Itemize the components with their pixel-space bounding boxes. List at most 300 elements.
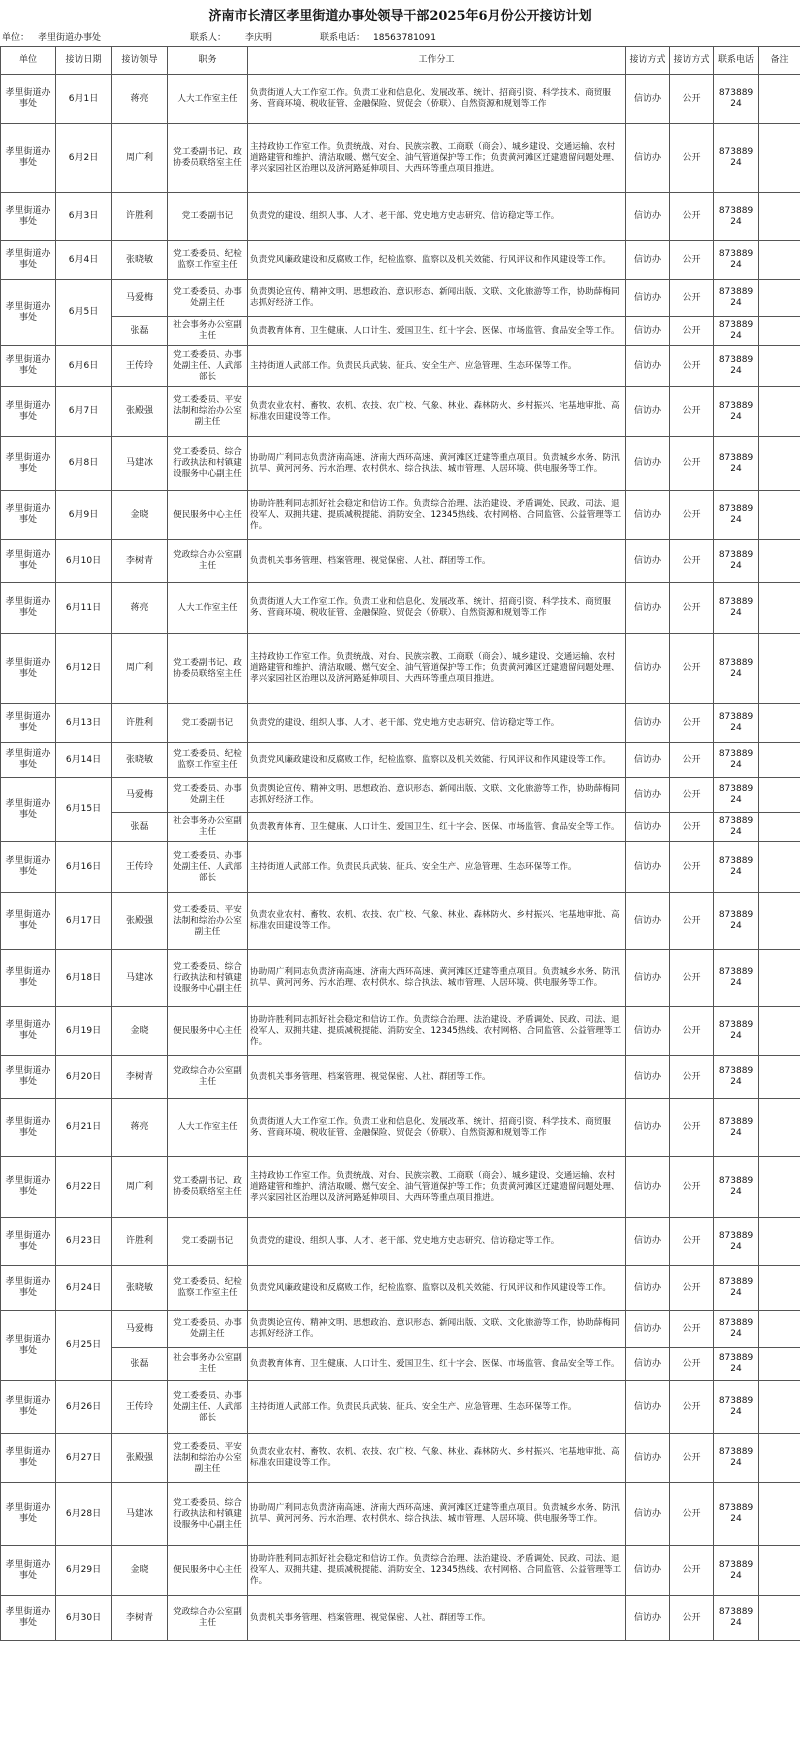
phone-cell: 87388924: [714, 491, 759, 540]
phone-cell: 87388924: [714, 75, 759, 124]
date-cell: 6月24日: [56, 1266, 112, 1311]
open-mode-cell: 公开: [670, 1483, 714, 1546]
leader-cell: 马建冰: [112, 1483, 168, 1546]
document-meta: [0, 30, 800, 46]
date-cell: 6月14日: [56, 743, 112, 778]
role-cell: 党政综合办公室副主任: [168, 1056, 248, 1099]
phone-cell: 87388924: [714, 813, 759, 842]
unit-cell: 孝里街道办事处: [1, 280, 56, 346]
unit-cell: 孝里街道办事处: [1, 1099, 56, 1157]
table-row: [1, 1311, 800, 1348]
phone-label: 联系电话：: [320, 33, 366, 43]
open-mode-cell: 公开: [670, 124, 714, 193]
visit-mode-cell: 信访办: [626, 540, 670, 583]
open-mode-cell: 公开: [670, 743, 714, 778]
note-cell: [759, 893, 800, 950]
open-mode-cell: 公开: [670, 193, 714, 241]
open-mode-cell: 公开: [670, 583, 714, 634]
phone-cell: 87388924: [714, 193, 759, 241]
duty-cell: 协助周广利同志负责济南高速、济南大西环高速、黄河滩区迁建等重点项目。负责城乡水务、防汛抗旱、黄河河务、污水治理、农村供水、综合执法、城市管理、人居环境、供电服务等工作。: [248, 1483, 626, 1546]
visit-mode-cell: 信访办: [626, 1311, 670, 1348]
leader-cell: 王传玲: [112, 1381, 168, 1434]
note-cell: [759, 950, 800, 1007]
note-cell: [759, 387, 800, 437]
unit-cell: 孝里街道办事处: [1, 743, 56, 778]
open-mode-cell: 公开: [670, 317, 714, 346]
phone-cell: 87388924: [714, 387, 759, 437]
visit-mode-cell: 信访办: [626, 704, 670, 743]
date-cell: 6月30日: [56, 1596, 112, 1641]
duty-cell: 负责街道人大工作室工作。负责工业和信息化、发展改革、统计、招商引资、科学技术、商贸服务、营商环境、税收征管、金融保险、贸促会（侨联）、自然资源和规划等工作: [248, 583, 626, 634]
table-row: [1, 813, 800, 842]
leader-cell: 周广利: [112, 124, 168, 193]
open-mode-cell: 公开: [670, 1546, 714, 1596]
duty-cell: 负责农业农村、畜牧、农机、农技、农广校、气象、林业、森林防火、乡村振兴、宅基地审批、高标准农田建设等工作。: [248, 387, 626, 437]
role-cell: 人大工作室主任: [168, 1099, 248, 1157]
open-mode-cell: 公开: [670, 1311, 714, 1348]
open-mode-cell: 公开: [670, 778, 714, 813]
schedule-table: [0, 46, 800, 1641]
date-cell: 6月28日: [56, 1483, 112, 1546]
unit-cell: 孝里街道办事处: [1, 1596, 56, 1641]
date-cell: 6月6日: [56, 346, 112, 387]
date-cell: 6月19日: [56, 1007, 112, 1056]
note-cell: [759, 1434, 800, 1483]
phone-cell: 87388924: [714, 1099, 759, 1157]
role-cell: 人大工作室主任: [168, 583, 248, 634]
table-row: [1, 1348, 800, 1381]
unit-cell: 孝里街道办事处: [1, 1483, 56, 1546]
visit-mode-cell: 信访办: [626, 1157, 670, 1218]
visit-mode-cell: 信访办: [626, 1348, 670, 1381]
role-cell: 党工委委员、纪检监察工作室主任: [168, 1266, 248, 1311]
role-cell: 便民服务中心主任: [168, 1007, 248, 1056]
table-row: [1, 124, 800, 193]
visit-mode-cell: 信访办: [626, 1596, 670, 1641]
role-cell: 党工委副书记: [168, 704, 248, 743]
note-cell: [759, 583, 800, 634]
phone-cell: 87388924: [714, 437, 759, 491]
header-open-mode: 接访方式: [670, 47, 714, 75]
unit-cell: 孝里街道办事处: [1, 950, 56, 1007]
table-row: [1, 193, 800, 241]
unit-cell: 孝里街道办事处: [1, 1434, 56, 1483]
date-cell: 6月25日: [56, 1311, 112, 1381]
unit-cell: 孝里街道办事处: [1, 778, 56, 842]
leader-cell: 周广利: [112, 1157, 168, 1218]
table-row: [1, 893, 800, 950]
leader-cell: 马建冰: [112, 950, 168, 1007]
note-cell: [759, 743, 800, 778]
phone-cell: 87388924: [714, 1311, 759, 1348]
note-cell: [759, 1099, 800, 1157]
leader-cell: 周广利: [112, 634, 168, 704]
open-mode-cell: 公开: [670, 1266, 714, 1311]
role-cell: 党工委委员、综合行政执法和村镇建设服务中心副主任: [168, 1483, 248, 1546]
visit-mode-cell: 信访办: [626, 893, 670, 950]
unit-cell: 孝里街道办事处: [1, 241, 56, 280]
duty-cell: 负责教育体育、卫生健康、人口计生、爱国卫生、红十字会、医保、市场监管、食品安全等工作。: [248, 1348, 626, 1381]
table-row: [1, 1099, 800, 1157]
note-cell: [759, 1483, 800, 1546]
open-mode-cell: 公开: [670, 1434, 714, 1483]
table-row: [1, 491, 800, 540]
table-row: [1, 1218, 800, 1266]
phone-cell: 87388924: [714, 842, 759, 893]
leader-cell: 张磊: [112, 317, 168, 346]
open-mode-cell: 公开: [670, 280, 714, 317]
role-cell: 党工委副书记、政协委员联络室主任: [168, 1157, 248, 1218]
unit-cell: 孝里街道办事处: [1, 1007, 56, 1056]
duty-cell: 负责党风廉政建设和反腐败工作，纪检监察、监察以及机关效能、行风评议和作风建设等工作。: [248, 743, 626, 778]
table-row: [1, 950, 800, 1007]
role-cell: 党工委委员、办事处副主任、人武部部长: [168, 346, 248, 387]
table-row: [1, 241, 800, 280]
note-cell: [759, 1007, 800, 1056]
leader-cell: 李树青: [112, 1596, 168, 1641]
unit-cell: 孝里街道办事处: [1, 491, 56, 540]
date-cell: 6月13日: [56, 704, 112, 743]
open-mode-cell: 公开: [670, 437, 714, 491]
note-cell: [759, 1157, 800, 1218]
open-mode-cell: 公开: [670, 491, 714, 540]
open-mode-cell: 公开: [670, 75, 714, 124]
unit-cell: 孝里街道办事处: [1, 1546, 56, 1596]
role-cell: 社会事务办公室副主任: [168, 1348, 248, 1381]
date-cell: 6月23日: [56, 1218, 112, 1266]
visit-mode-cell: 信访办: [626, 1007, 670, 1056]
duty-cell: 负责街道人大工作室工作。负责工业和信息化、发展改革、统计、招商引资、科学技术、商贸服务、营商环境、税收征管、金融保险、贸促会（侨联）、自然资源和规划等工作: [248, 75, 626, 124]
phone-cell: 87388924: [714, 583, 759, 634]
date-cell: 6月21日: [56, 1099, 112, 1157]
leader-cell: 马建冰: [112, 437, 168, 491]
note-cell: [759, 778, 800, 813]
open-mode-cell: 公开: [670, 704, 714, 743]
date-cell: 6月18日: [56, 950, 112, 1007]
phone-cell: 87388924: [714, 241, 759, 280]
duty-cell: 负责党风廉政建设和反腐败工作，纪检监察、监察以及机关效能、行风评议和作风建设等工作。: [248, 1266, 626, 1311]
table-row: [1, 1056, 800, 1099]
visit-mode-cell: 信访办: [626, 241, 670, 280]
unit-cell: 孝里街道办事处: [1, 842, 56, 893]
note-cell: [759, 241, 800, 280]
header-leader: 接访领导: [112, 47, 168, 75]
duty-cell: 主持政协工作室工作。负责统战、对台、民族宗教、工商联（商会）、城乡建设、交通运输、农村道路建管和维护、清洁取暖、燃气安全、油气管道保护等工作；负责黄河滩区迁建遗留问题处理、孝兴家园社区治理以及济河路延伸项目、大西环等重点项目推进。: [248, 1157, 626, 1218]
table-row: [1, 280, 800, 317]
note-cell: [759, 842, 800, 893]
unit-cell: 孝里街道办事处: [1, 75, 56, 124]
role-cell: 党工委副书记、政协委员联络室主任: [168, 124, 248, 193]
header-date: 接访日期: [56, 47, 112, 75]
role-cell: 党工委委员、综合行政执法和村镇建设服务中心副主任: [168, 437, 248, 491]
note-cell: [759, 704, 800, 743]
visit-mode-cell: 信访办: [626, 1546, 670, 1596]
table-row: [1, 317, 800, 346]
duty-cell: 主持政协工作室工作。负责统战、对台、民族宗教、工商联（商会）、城乡建设、交通运输、农村道路建管和维护、清洁取暖、燃气安全、油气管道保护等工作；负责黄河滩区迁建遗留问题处理、孝兴家园社区治理以及济河路延伸项目、大西环等重点项目推进。: [248, 124, 626, 193]
note-cell: [759, 540, 800, 583]
date-cell: 6月10日: [56, 540, 112, 583]
role-cell: 社会事务办公室副主任: [168, 317, 248, 346]
leader-cell: 马爱梅: [112, 778, 168, 813]
duty-cell: 负责机关事务管理、档案管理、视觉保密、人社、群团等工作。: [248, 540, 626, 583]
open-mode-cell: 公开: [670, 1596, 714, 1641]
date-cell: 6月16日: [56, 842, 112, 893]
leader-cell: 许胜利: [112, 704, 168, 743]
date-cell: 6月9日: [56, 491, 112, 540]
date-cell: 6月17日: [56, 893, 112, 950]
open-mode-cell: 公开: [670, 387, 714, 437]
phone-cell: 87388924: [714, 1348, 759, 1381]
note-cell: [759, 1348, 800, 1381]
role-cell: 党工委委员、办事处副主任: [168, 778, 248, 813]
unit-cell: 孝里街道办事处: [1, 387, 56, 437]
visit-mode-cell: 信访办: [626, 124, 670, 193]
phone-cell: 87388924: [714, 893, 759, 950]
phone-cell: 87388924: [714, 1218, 759, 1266]
leader-cell: 张晓敏: [112, 1266, 168, 1311]
note-cell: [759, 317, 800, 346]
note-cell: [759, 346, 800, 387]
table-row: [1, 1483, 800, 1546]
table-row: [1, 1266, 800, 1311]
unit-cell: 孝里街道办事处: [1, 124, 56, 193]
note-cell: [759, 1056, 800, 1099]
phone-cell: 87388924: [714, 1483, 759, 1546]
duty-cell: 主持街道人武部工作。负责民兵武装、征兵、安全生产、应急管理、生态环保等工作。: [248, 346, 626, 387]
visit-mode-cell: 信访办: [626, 743, 670, 778]
role-cell: 便民服务中心主任: [168, 1546, 248, 1596]
note-cell: [759, 1218, 800, 1266]
visit-mode-cell: 信访办: [626, 842, 670, 893]
date-cell: 6月7日: [56, 387, 112, 437]
note-cell: [759, 75, 800, 124]
phone-cell: 87388924: [714, 704, 759, 743]
open-mode-cell: 公开: [670, 1218, 714, 1266]
role-cell: 党工委委员、平安法制和综治办公室副主任: [168, 1434, 248, 1483]
leader-cell: 张磊: [112, 813, 168, 842]
open-mode-cell: 公开: [670, 813, 714, 842]
leader-cell: 王传玲: [112, 346, 168, 387]
duty-cell: 协助许胜利同志抓好社会稳定和信访工作。负责综合治理、法治建设、矛盾调处、民政、司法、退役军人、双拥共建、提质减税提能、消防安全、12345热线、农村网格、合同监管、公益管理等工作。: [248, 1546, 626, 1596]
unit-cell: 孝里街道办事处: [1, 634, 56, 704]
leader-cell: 马爱梅: [112, 1311, 168, 1348]
note-cell: [759, 1266, 800, 1311]
phone-cell: 87388924: [714, 743, 759, 778]
unit-cell: 孝里街道办事处: [1, 1157, 56, 1218]
table-row: [1, 1596, 800, 1641]
phone-cell: 87388924: [714, 540, 759, 583]
contact-label: 联系人：: [190, 33, 227, 43]
open-mode-cell: 公开: [670, 1056, 714, 1099]
open-mode-cell: 公开: [670, 842, 714, 893]
visit-mode-cell: 信访办: [626, 1381, 670, 1434]
role-cell: 党工委副书记: [168, 193, 248, 241]
note-cell: [759, 1311, 800, 1348]
table-row: [1, 540, 800, 583]
leader-cell: 金晓: [112, 1546, 168, 1596]
unit-value: 孝里街道办事处: [38, 33, 102, 43]
role-cell: 党工委委员、办事处副主任、人武部部长: [168, 842, 248, 893]
duty-cell: 负责农业农村、畜牧、农机、农技、农广校、气象、林业、森林防火、乡村振兴、宅基地审批、高标准农田建设等工作。: [248, 1434, 626, 1483]
unit-cell: 孝里街道办事处: [1, 193, 56, 241]
open-mode-cell: 公开: [670, 346, 714, 387]
note-cell: [759, 634, 800, 704]
role-cell: 便民服务中心主任: [168, 491, 248, 540]
phone-cell: 87388924: [714, 1596, 759, 1641]
table-row: [1, 704, 800, 743]
date-cell: 6月5日: [56, 280, 112, 346]
leader-cell: 张殿强: [112, 893, 168, 950]
role-cell: 党工委委员、平安法制和综治办公室副主任: [168, 387, 248, 437]
open-mode-cell: 公开: [670, 950, 714, 1007]
contact-value: 李庆明: [245, 33, 273, 43]
phone-cell: 87388924: [714, 1007, 759, 1056]
visit-mode-cell: 信访办: [626, 1434, 670, 1483]
table-row: [1, 437, 800, 491]
visit-mode-cell: 信访办: [626, 1056, 670, 1099]
visit-mode-cell: 信访办: [626, 813, 670, 842]
unit-cell: 孝里街道办事处: [1, 1311, 56, 1381]
role-cell: 党政综合办公室副主任: [168, 1596, 248, 1641]
note-cell: [759, 813, 800, 842]
table-row: [1, 842, 800, 893]
duty-cell: 负责舆论宣传、精神文明、思想政治、意识形态、新闻出版、文联、文化旅游等工作，协助薛梅同志抓好经济工作。: [248, 1311, 626, 1348]
note-cell: [759, 1546, 800, 1596]
duty-cell: 负责街道人大工作室工作。负责工业和信息化、发展改革、统计、招商引资、科学技术、商贸服务、营商环境、税收征管、金融保险、贸促会（侨联）、自然资源和规划等工作: [248, 1099, 626, 1157]
visit-mode-cell: 信访办: [626, 778, 670, 813]
leader-cell: 张晓敏: [112, 241, 168, 280]
date-cell: 6月26日: [56, 1381, 112, 1434]
unit-cell: 孝里街道办事处: [1, 437, 56, 491]
unit-cell: 孝里街道办事处: [1, 1056, 56, 1099]
leader-cell: 王传玲: [112, 842, 168, 893]
date-cell: 6月22日: [56, 1157, 112, 1218]
role-cell: 社会事务办公室副主任: [168, 813, 248, 842]
unit-cell: 孝里街道办事处: [1, 1381, 56, 1434]
header-phone: 联系电话: [714, 47, 759, 75]
duty-cell: 主持街道人武部工作。负责民兵武装、征兵、安全生产、应急管理、生态环保等工作。: [248, 1381, 626, 1434]
duty-cell: 协助周广利同志负责济南高速、济南大西环高速、黄河滩区迁建等重点项目。负责城乡水务、防汛抗旱、黄河河务、污水治理、农村供水、综合执法、城市管理、人居环境、供电服务等工作。: [248, 437, 626, 491]
leader-cell: 蒋亮: [112, 583, 168, 634]
role-cell: 党工委委员、纪检监察工作室主任: [168, 743, 248, 778]
visit-mode-cell: 信访办: [626, 1483, 670, 1546]
leader-cell: 蒋亮: [112, 1099, 168, 1157]
duty-cell: 负责教育体育、卫生健康、人口计生、爱国卫生、红十字会、医保、市场监管、食品安全等工作。: [248, 813, 626, 842]
open-mode-cell: 公开: [670, 241, 714, 280]
open-mode-cell: 公开: [670, 1381, 714, 1434]
unit-label: 单位：: [2, 33, 30, 43]
schedule-rows: [1, 75, 800, 1641]
header-duty: 工作分工: [248, 47, 626, 75]
phone-cell: 87388924: [714, 317, 759, 346]
date-cell: 6月2日: [56, 124, 112, 193]
table-row: [1, 346, 800, 387]
role-cell: 党工委副书记: [168, 1218, 248, 1266]
note-cell: [759, 1381, 800, 1434]
role-cell: 党工委委员、平安法制和综治办公室副主任: [168, 893, 248, 950]
phone-cell: 87388924: [714, 778, 759, 813]
unit-cell: 孝里街道办事处: [1, 1218, 56, 1266]
leader-cell: 张殿强: [112, 387, 168, 437]
date-cell: 6月12日: [56, 634, 112, 704]
role-cell: 党工委委员、纪检监察工作室主任: [168, 241, 248, 280]
role-cell: 党工委委员、办事处副主任、人武部部长: [168, 1381, 248, 1434]
duty-cell: 负责舆论宣传、精神文明、思想政治、意识形态、新闻出版、文联、文化旅游等工作，协助薛梅同志抓好经济工作。: [248, 280, 626, 317]
table-row: [1, 1381, 800, 1434]
phone-cell: 87388924: [714, 1157, 759, 1218]
open-mode-cell: 公开: [670, 893, 714, 950]
duty-cell: 负责农业农村、畜牧、农机、农技、农广校、气象、林业、森林防火、乡村振兴、宅基地审批、高标准农田建设等工作。: [248, 893, 626, 950]
phone-cell: 87388924: [714, 950, 759, 1007]
open-mode-cell: 公开: [670, 1007, 714, 1056]
phone-cell: 87388924: [714, 280, 759, 317]
visit-mode-cell: 信访办: [626, 1218, 670, 1266]
note-cell: [759, 280, 800, 317]
duty-cell: 负责党的建设、组织人事、人才、老干部、党史地方史志研究、信访稳定等工作。: [248, 193, 626, 241]
visit-mode-cell: 信访办: [626, 280, 670, 317]
table-row: [1, 387, 800, 437]
visit-mode-cell: 信访办: [626, 950, 670, 1007]
duty-cell: 协助许胜利同志抓好社会稳定和信访工作。负责综合治理、法治建设、矛盾调处、民政、司法、退役军人、双拥共建、提质减税提能、消防安全、12345热线、农村网格、合同监管、公益管理等工作。: [248, 491, 626, 540]
date-cell: 6月4日: [56, 241, 112, 280]
note-cell: [759, 1596, 800, 1641]
date-cell: 6月20日: [56, 1056, 112, 1099]
duty-cell: 负责教育体育、卫生健康、人口计生、爱国卫生、红十字会、医保、市场监管、食品安全等工作。: [248, 317, 626, 346]
unit-cell: 孝里街道办事处: [1, 1266, 56, 1311]
visit-mode-cell: 信访办: [626, 583, 670, 634]
duty-cell: 负责舆论宣传、精神文明、思想政治、意识形态、新闻出版、文联、文化旅游等工作，协助薛梅同志抓好经济工作。: [248, 778, 626, 813]
table-row: [1, 583, 800, 634]
role-cell: 党政综合办公室副主任: [168, 540, 248, 583]
duty-cell: 负责党风廉政建设和反腐败工作，纪检监察、监察以及机关效能、行风评议和作风建设等工作。: [248, 241, 626, 280]
visit-mode-cell: 信访办: [626, 387, 670, 437]
role-cell: 党工委委员、综合行政执法和村镇建设服务中心副主任: [168, 950, 248, 1007]
leader-cell: 许胜利: [112, 193, 168, 241]
date-cell: 6月29日: [56, 1546, 112, 1596]
open-mode-cell: 公开: [670, 634, 714, 704]
date-cell: 6月15日: [56, 778, 112, 842]
open-mode-cell: 公开: [670, 1348, 714, 1381]
table-row: [1, 75, 800, 124]
header-role: 职务: [168, 47, 248, 75]
note-cell: [759, 491, 800, 540]
duty-cell: 主持政协工作室工作。负责统战、对台、民族宗教、工商联（商会）、城乡建设、交通运输、农村道路建管和维护、清洁取暖、燃气安全、油气管道保护等工作；负责黄河滩区迁建遗留问题处理、孝兴家园社区治理以及济河路延伸项目、大西环等重点项目推进。: [248, 634, 626, 704]
unit-cell: 孝里街道办事处: [1, 540, 56, 583]
phone-cell: 87388924: [714, 1434, 759, 1483]
role-cell: 党工委委员、办事处副主任: [168, 1311, 248, 1348]
visit-mode-cell: 信访办: [626, 634, 670, 704]
leader-cell: 金晓: [112, 491, 168, 540]
header-unit: 单位: [1, 47, 56, 75]
table-row: [1, 1157, 800, 1218]
duty-cell: 负责党的建设、组织人事、人才、老干部、党史地方史志研究、信访稳定等工作。: [248, 1218, 626, 1266]
table-row: [1, 1434, 800, 1483]
open-mode-cell: 公开: [670, 540, 714, 583]
leader-cell: 马爱梅: [112, 280, 168, 317]
date-cell: 6月27日: [56, 1434, 112, 1483]
role-cell: 人大工作室主任: [168, 75, 248, 124]
table-row: [1, 634, 800, 704]
unit-cell: 孝里街道办事处: [1, 583, 56, 634]
duty-cell: 协助周广利同志负责济南高速、济南大西环高速、黄河滩区迁建等重点项目。负责城乡水务、防汛抗旱、黄河河务、污水治理、农村供水、综合执法、城市管理、人居环境、供电服务等工作。: [248, 950, 626, 1007]
duty-cell: 负责党的建设、组织人事、人才、老干部、党史地方史志研究、信访稳定等工作。: [248, 704, 626, 743]
leader-cell: 许胜利: [112, 1218, 168, 1266]
date-cell: 6月3日: [56, 193, 112, 241]
note-cell: [759, 437, 800, 491]
leader-cell: 张晓敏: [112, 743, 168, 778]
leader-cell: 张殿强: [112, 1434, 168, 1483]
table-row: [1, 1007, 800, 1056]
